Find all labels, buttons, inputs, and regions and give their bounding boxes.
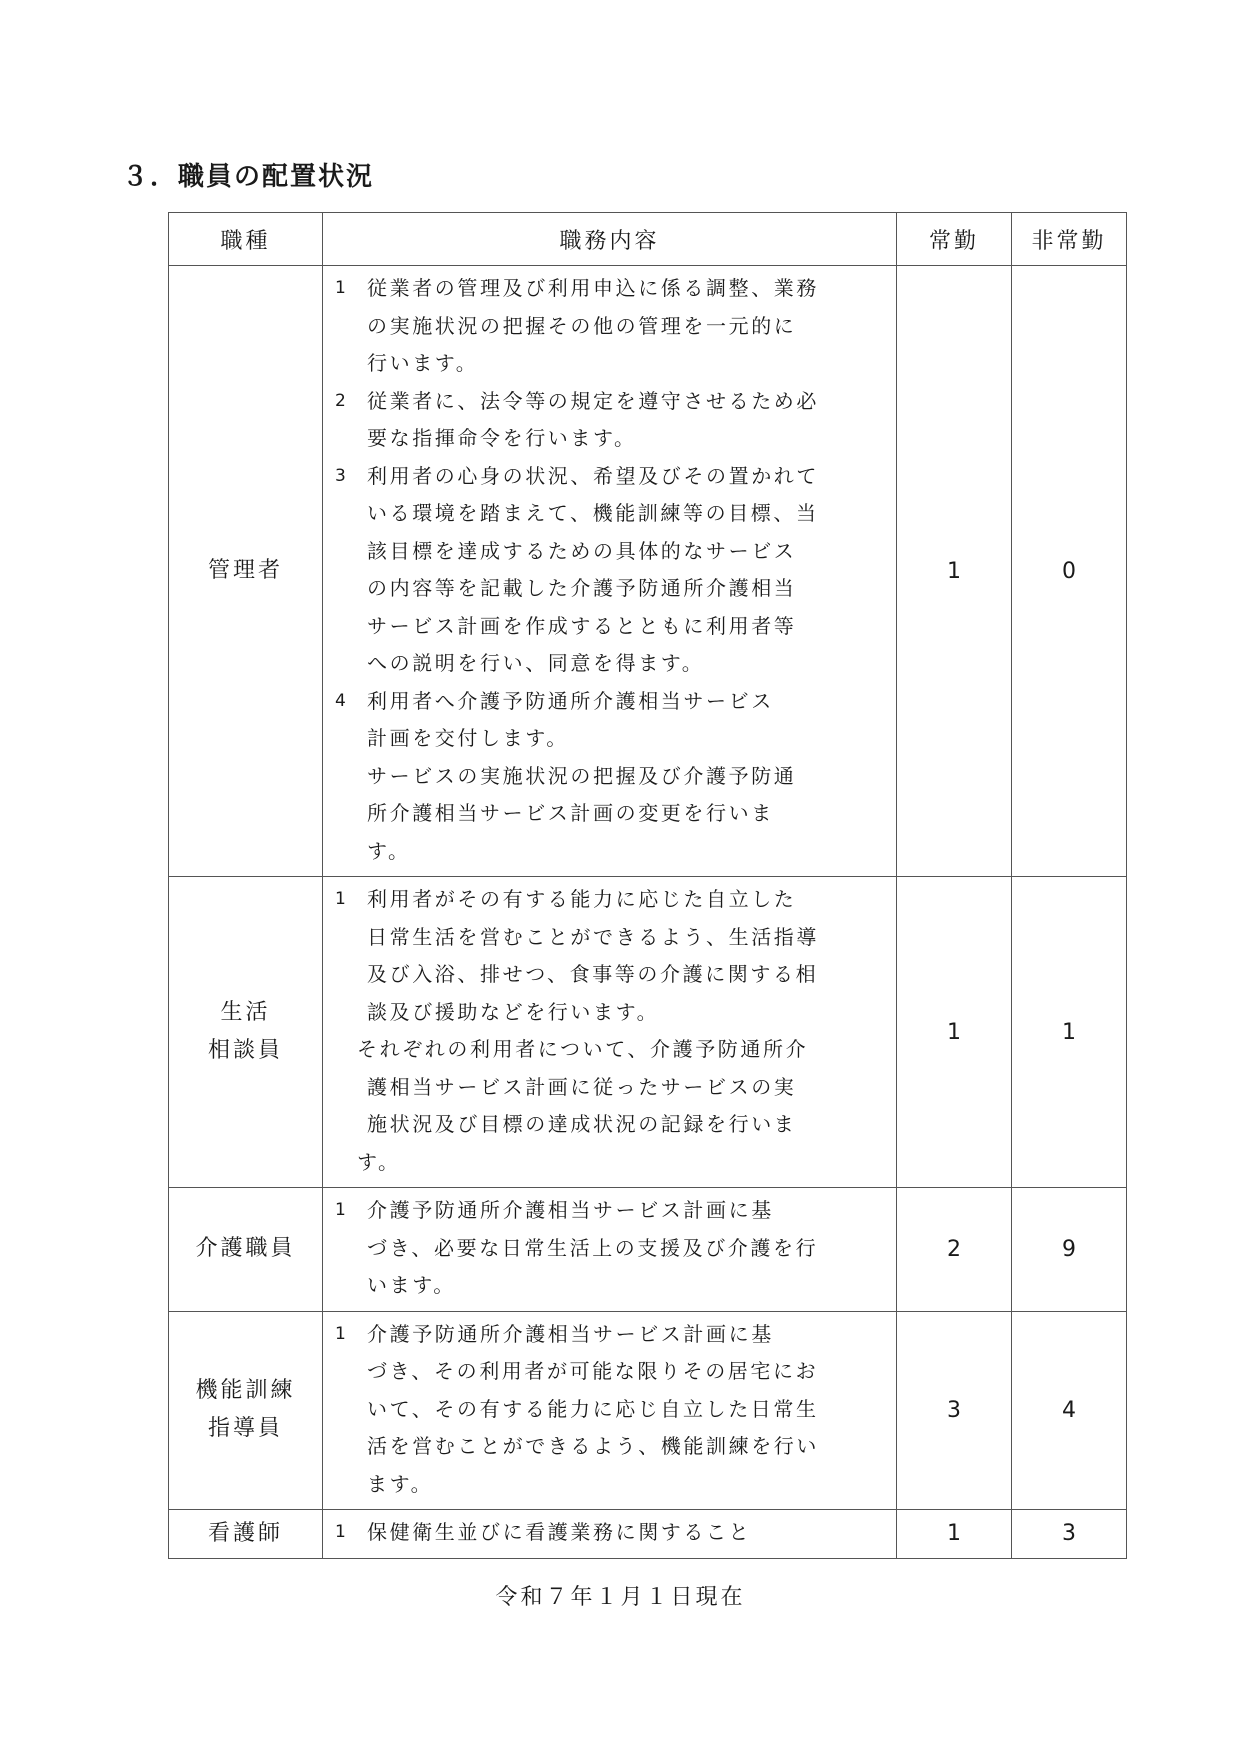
full-time-count: 1 [897,1510,1012,1559]
duty-line [331,1391,888,1429]
duty-item-number: 1 [335,278,346,298]
duty-text: 施状況及び目標の達成状況の記録を行いま [367,1112,797,1136]
header-duties: 職務内容 [323,213,897,266]
duty-item-number: 1 [335,1323,346,1344]
duty-text: 介護予防通所介護相当サービス計画に基 [367,1321,774,1346]
part-time-count: 0 [1012,266,1127,877]
duty-line [331,495,888,533]
duty-line [331,383,888,421]
part-time-count: 3 [1012,1510,1127,1559]
table-header-row [169,213,1127,266]
duty-line [331,683,888,721]
table-body [169,266,1127,1559]
table-row [169,1510,1127,1559]
duty-text: 及び入浴、排せつ、食事等の介護に関する相 [367,962,819,986]
duty-line [331,1192,888,1230]
duty-line [331,1230,888,1268]
duties-cell [323,1311,897,1510]
duty-line [331,1514,888,1552]
duty-line [331,458,888,496]
duty-item-number: 2 [335,390,346,411]
header-part-time: 非常勤 [1012,213,1127,266]
duty-text: サービス計画を作成するとともに利用者等 [367,613,797,638]
duty-text: 利用者がその有する能力に応じた自立した [367,887,797,911]
duty-line [331,308,888,346]
duty-text: サービスの実施状況の把握及び介護予防通 [367,763,797,788]
duty-text: の実施状況の把握その他の管理を一元的に [367,313,797,338]
duty-line [331,570,888,608]
duty-text: 保健衛生並びに看護業務に関すること [367,1520,752,1544]
table-row [169,266,1127,877]
duty-item-number: 1 [335,1200,346,1220]
duty-line [331,608,888,646]
duty-text: 要な指揮命令を行います。 [367,426,637,450]
duty-item-number: 1 [335,1522,346,1542]
duty-item-number: 3 [335,465,346,486]
duty-line [331,1031,888,1069]
duty-text: 利用者へ介護予防通所介護相当サービス [367,688,774,713]
duty-line [331,345,888,383]
role-name-line: 指導員 [207,1416,283,1442]
duty-text: 該目標を達成するための具体的なサービス [367,538,797,563]
role-name-line: 管理者 [207,558,283,583]
staff-allocation-table [168,212,1127,1559]
table-row [169,1188,1127,1312]
role-name-line: 生活 [220,1000,271,1025]
duty-text: の内容等を記載した介護予防通所介護相当 [367,576,797,600]
full-time-count: 1 [897,266,1012,877]
duties-cell [323,1188,897,1312]
duty-text: 計画を交付します。 [367,726,569,750]
part-time-count: 4 [1012,1311,1127,1510]
duty-line [331,270,888,308]
duty-line [331,420,888,458]
duty-line [331,1106,888,1144]
duty-line [331,919,888,957]
duty-line [331,1144,888,1182]
role-name-line: 介護職員 [195,1236,296,1262]
duty-text: 利用者の心身の状況、希望及びその置かれて [367,463,819,488]
duty-line [331,720,888,758]
duty-line [331,1316,888,1354]
duty-line [331,881,888,919]
duty-text: 介護予防通所介護相当サービス計画に基 [367,1198,774,1222]
duty-text: づき、必要な日常生活上の支援及び介護を行 [367,1235,819,1260]
duties-cell [323,877,897,1188]
duty-text: 所介護相当サービス計画の変更を行いま [367,801,774,825]
role-cell [169,1510,323,1559]
duty-line [331,1353,888,1391]
duties-cell [323,266,897,877]
duty-line [331,1428,888,1466]
duty-text: 従業者の管理及び利用申込に係る調整、業務 [367,276,819,300]
duty-item-number: 1 [335,889,346,909]
table-row [169,1311,1127,1510]
part-time-count: 9 [1012,1188,1127,1312]
header-full-time: 常勤 [897,213,1012,266]
duty-text: 活を営むことができるよう、機能訓練を行い [367,1434,819,1458]
role-cell [169,266,323,877]
duty-text: 日常生活を営むことができるよう、生活指導 [367,924,819,949]
duty-line [331,1267,888,1305]
duty-item-number: 4 [335,690,346,711]
duty-line [331,1069,888,1107]
role-cell [169,1188,323,1312]
duty-line [331,645,888,683]
duty-text: 護相当サービス計画に従ったサービスの実 [367,1074,797,1099]
full-time-count: 3 [897,1311,1012,1510]
role-name-line: 看護師 [207,1520,283,1546]
duty-line [331,758,888,796]
duty-text: 行います。 [367,351,479,375]
duty-text: います。 [367,1273,456,1297]
duty-line [331,994,888,1032]
full-time-count: 2 [897,1188,1012,1312]
duty-text: それぞれの利用者について、介護予防通所介 [357,1037,809,1061]
role-cell [169,1311,323,1510]
duty-line [331,1466,888,1504]
role-name-line: 機能訓練 [195,1378,296,1404]
role-name-line: 相談員 [207,1038,283,1063]
duty-text: いて、その有する能力に応じ自立した日常生 [367,1396,819,1421]
duty-line [331,533,888,571]
part-time-count: 1 [1012,877,1127,1188]
header-role: 職種 [169,213,323,266]
table-row [169,877,1127,1188]
duty-line [331,795,888,833]
role-cell [169,877,323,1188]
duty-text: ます。 [367,1471,434,1496]
page-title: ３．職員の配置状況 [122,162,375,192]
duty-text: への説明を行い、同意を得ます。 [367,651,705,675]
as-of-date: 令和７年１月１日現在 [495,1585,746,1610]
duty-text: す。 [357,1149,401,1174]
duty-text: 従業者に、法令等の規定を遵守させるため必 [367,388,819,413]
duty-text: 談及び援助などを行います。 [367,999,660,1024]
duty-text: す。 [367,838,411,863]
duty-text: づき、その利用者が可能な限りその居宅にお [367,1359,819,1383]
duty-line [331,956,888,994]
full-time-count: 1 [897,877,1012,1188]
duties-cell [323,1510,897,1559]
duty-line [331,833,888,871]
duty-text: いる環境を踏まえて、機能訓練等の目標、当 [367,501,819,525]
